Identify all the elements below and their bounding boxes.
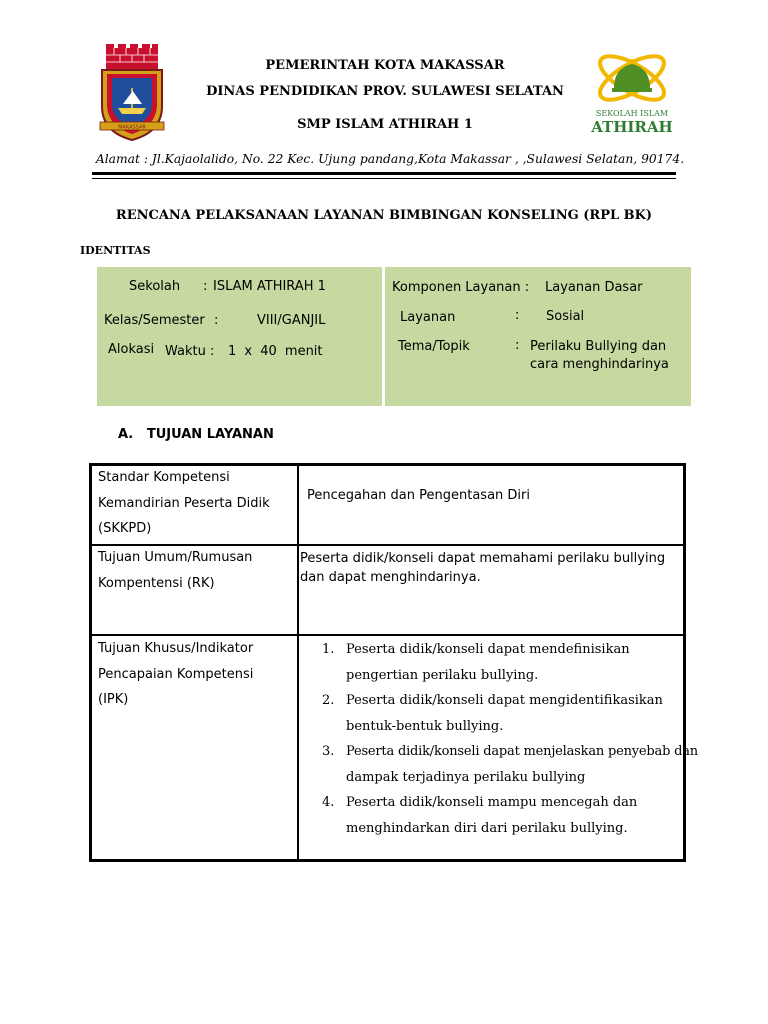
section-a-number: A. xyxy=(118,427,134,442)
time-value: 1 x 40 menit xyxy=(228,344,323,359)
svg-text:ATHIRAH: ATHIRAH xyxy=(591,118,673,136)
topic-value-line2: cara menghindarinya xyxy=(530,357,669,372)
table-row-rk-label xyxy=(98,545,293,596)
list-item xyxy=(318,637,688,688)
list-item-text: bentuk-bentuk bullying. xyxy=(346,718,504,734)
service-colon: : xyxy=(515,308,520,323)
athirah-school-logo-icon xyxy=(586,44,678,142)
list-item-number: 4. xyxy=(322,795,335,810)
section-a-heading xyxy=(118,427,274,442)
cell-line: Pencapaian Kompetensi xyxy=(98,666,254,682)
list-item-text: Peserta didik/konseli dapat mengidentifikasikan xyxy=(346,693,663,708)
service-label: Layanan xyxy=(400,310,456,325)
table-row-rk-value xyxy=(300,549,665,587)
cell-line: Standar Kompetensi xyxy=(98,470,230,485)
cell-line: Tujuan Umum/Rumusan xyxy=(98,550,253,565)
cell-line: dan dapat menghindarinya. xyxy=(300,570,481,585)
school-colon: : xyxy=(203,279,208,294)
alloc-label: Alokasi xyxy=(108,342,155,357)
table-row-skkpd-value: Pencegahan dan Pengentasan Diri xyxy=(307,488,530,503)
class-label: Kelas/Semester xyxy=(104,313,205,328)
list-item-text: menghindarkan diri dari perilaku bullying. xyxy=(346,820,628,836)
table-row-skkpd-label xyxy=(98,465,293,542)
school-label: Sekolah xyxy=(129,279,181,294)
list-item-number: 3. xyxy=(322,744,335,759)
cell-line: (IPK) xyxy=(98,692,129,707)
topic-label: Tema/Topik xyxy=(398,339,470,354)
list-item xyxy=(318,790,688,841)
header-department: DINAS PENDIDIKAN PROV. SULAWESI SELATAN xyxy=(206,84,564,99)
component-label: Komponen Layanan : xyxy=(392,280,530,295)
component-value: Layanan Dasar xyxy=(545,280,643,295)
section-a-title: TUJUAN LAYANAN xyxy=(146,427,274,442)
cell-line: (SKKPD) xyxy=(98,521,152,536)
header-divider-thin xyxy=(92,178,676,179)
topic-value-line1: Perilaku Bullying dan xyxy=(530,339,667,354)
service-value: Sosial xyxy=(546,309,585,324)
class-value: VIII/GANJIL xyxy=(257,313,326,328)
list-item xyxy=(318,739,698,790)
list-item-text: pengertian perilaku bullying. xyxy=(346,667,539,683)
table-column-divider xyxy=(297,463,299,862)
cell-line: Peserta didik/konseli dapat memahami perilaku bullying xyxy=(300,551,666,566)
list-item xyxy=(318,688,688,739)
list-item-number: 2. xyxy=(322,693,335,708)
list-item-text: Peserta didik/konseli mampu mencegah dan xyxy=(346,795,638,810)
school-address: Alamat : Jl.Kajaolalido, No. 22 Kec. Ujung pandang,Kota Makassar , ,Sulawesi Selatan, 90174. xyxy=(95,152,685,166)
list-item-text: dampak terjadinya perilaku bullying xyxy=(346,769,586,785)
header-school: SMP ISLAM ATHIRAH 1 xyxy=(297,117,473,132)
svg-text:SEKOLAH ISLAM: SEKOLAH ISLAM xyxy=(595,109,669,118)
time-label: Waktu : xyxy=(165,344,215,359)
school-value: ISLAM ATHIRAH 1 xyxy=(213,279,326,294)
cell-line: Tujuan Khusus/Indikator xyxy=(98,641,254,656)
table-row-ipk-label xyxy=(98,636,293,713)
ipk-list xyxy=(318,637,698,841)
list-item-number: 1. xyxy=(322,642,335,657)
topic-colon: : xyxy=(515,338,520,353)
header-divider-thick xyxy=(92,172,676,175)
class-colon: : xyxy=(214,313,219,328)
list-item-text: Peserta didik/konseli dapat mendefinisikan xyxy=(346,642,630,657)
svg-text:MAKASSAR: MAKASSAR xyxy=(118,124,146,131)
cell-line: Kompentensi (RK) xyxy=(98,575,215,591)
document-title: RENCANA PELAKSANAAN LAYANAN BIMBINGAN KONSELING (RPL BK) xyxy=(115,208,653,223)
identity-heading: IDENTITAS xyxy=(80,244,151,257)
list-item-text: Peserta didik/konseli dapat menjelaskan penyebab dan xyxy=(346,744,698,759)
header-government: PEMERINTAH KOTA MAKASSAR xyxy=(265,58,505,73)
cell-line: Kemandirian Peserta Didik xyxy=(98,495,270,511)
